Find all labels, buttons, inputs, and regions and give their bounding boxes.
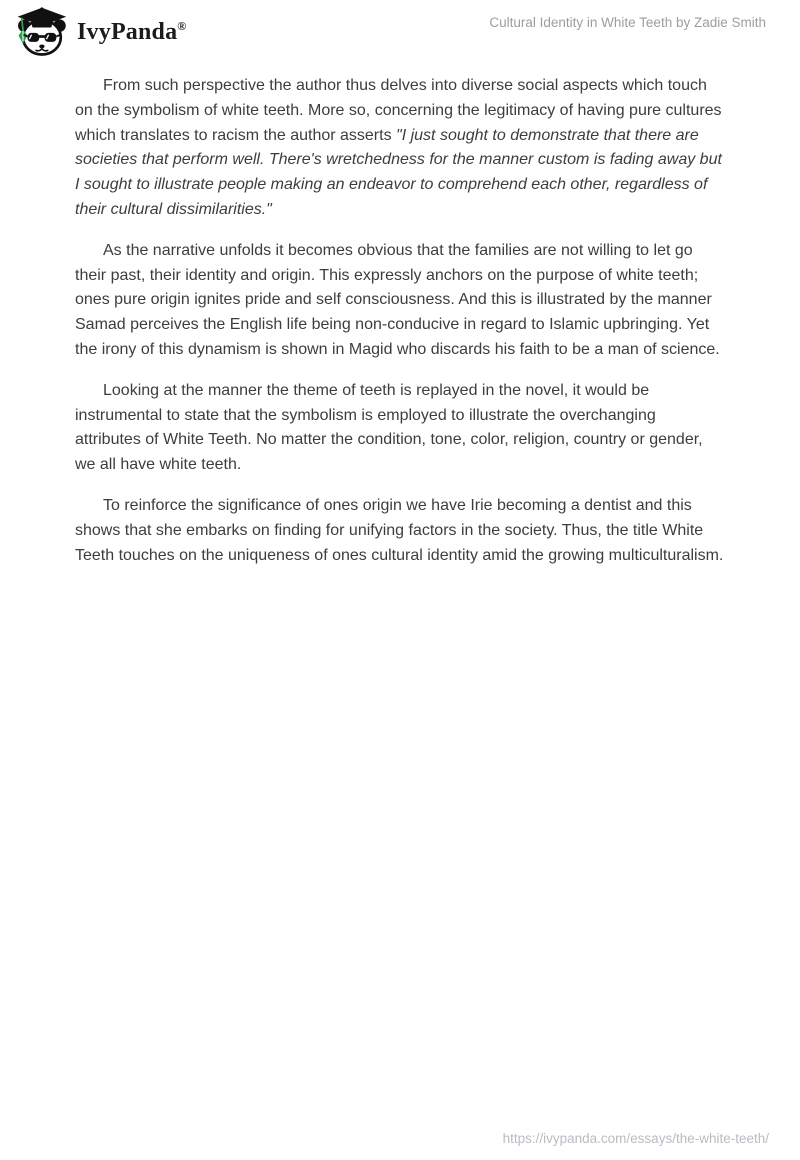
brand-name <box>77 19 186 46</box>
essay-body <box>0 58 800 568</box>
ivypanda-panda-graduate-logo-icon <box>14 6 68 58</box>
essay-paragraph-2: As the narrative unfolds it becomes obvious that the families are not willing to let go their past, their identity and origin. This expressly anchors on the purpose of white teeth; ones pure origin ignites pride and self consciousness. And this is illustrated by the manner Samad perceives the English life being non-conducive in regard to Islamic upbringing. Yet the irony of this dynamism is shown in Magid who discards his faith to be a man of science. <box>75 241 720 358</box>
page-footer <box>503 1131 769 1146</box>
inline-quote: "I just sought to demonstrate that there are societies that perform well. There's wretchedness for the manner custom is fading away but I sought to illustrate people making an endeavor to comprehend each other, regardless of their cultural dissimilarities." <box>75 126 722 218</box>
essay-paragraph-3: Looking at the manner the theme of teeth is replayed in the novel, it would be instrumental to state that the symbolism is employed to illustrate the overchanging attributes of White Teeth. No matter the condition, tone, color, religion, country or gender, we all have white teeth. <box>75 381 703 474</box>
registered-trademark-symbol: ® <box>177 18 187 33</box>
essay-paragraph-1 <box>75 74 725 223</box>
page-header <box>0 0 800 58</box>
document-title: Cultural Identity in White Teeth by Zadie Smith <box>489 15 766 30</box>
essay-paragraph-4: To reinforce the significance of ones origin we have Irie becoming a dentist and this shows that she embarks on finding for unifying factors in the society. Thus, the title White Teeth touches on the uniqueness of ones cultural identity amid the growing multiculturalism. <box>75 496 724 564</box>
source-url-link[interactable]: https://ivypanda.com/essays/the-white-teeth/ <box>502 1131 769 1146</box>
brand-text: IvyPanda <box>77 18 178 45</box>
brand-logo-link[interactable] <box>14 6 186 58</box>
paragraph-text: From such perspective the author thus delves into diverse social aspects which touch on the symbolism of white teeth. More so, concerning the legitimacy of having pure cultures which translates to racism the author asserts <box>75 77 722 144</box>
